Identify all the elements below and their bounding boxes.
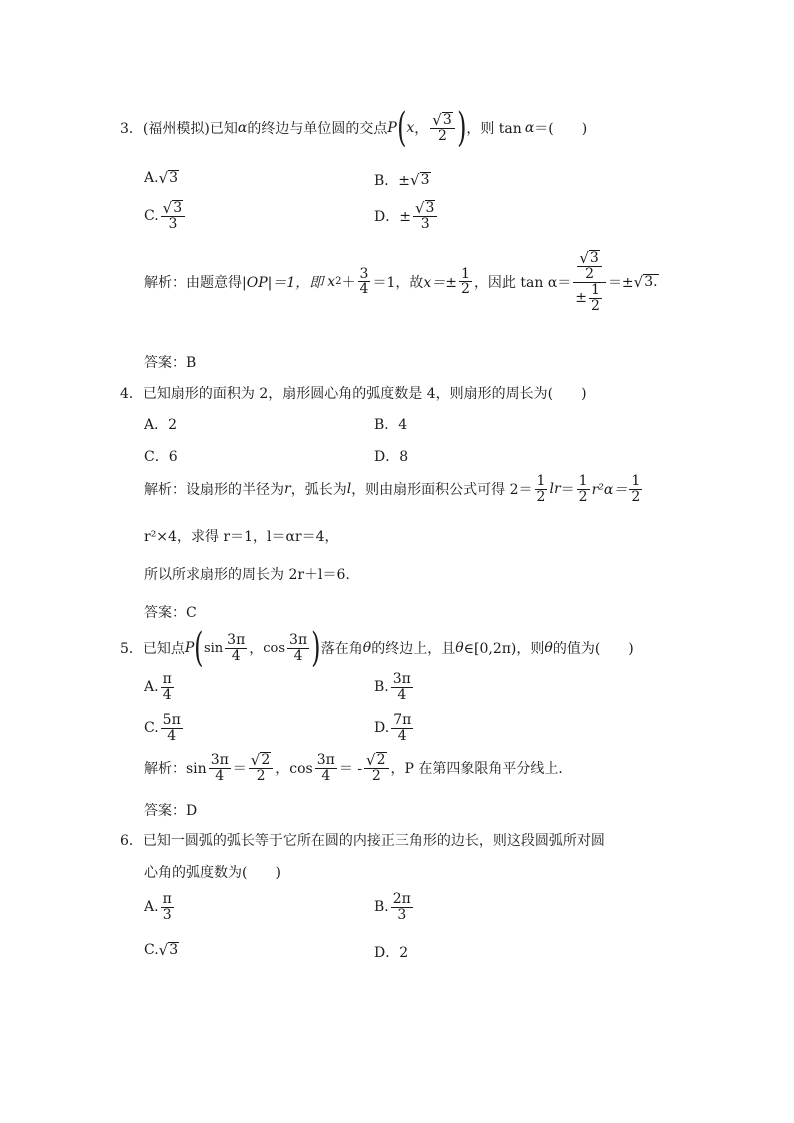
sqrt-icon: √ <box>158 940 169 959</box>
q3-tan-fraction: √ 3 2 ± $\frac{1}{2}$ <box>573 250 606 313</box>
q6-stem-line1: 6． 已知一圆弧的弧长等于它所在圆的内接正三角形的边长，则这段圆弧所对圆 <box>120 830 605 850</box>
q5-right-paren: ) <box>311 625 321 671</box>
q4-solution-line1: 解析：设扇形的半径为 r ，弧长为 l ，则由扇形面积公式可得 2＝ $\frac{1}{2}$ lr ＝ $\frac{1}{2}$ r²α＝ $\frac{1}{2}$ <box>144 473 641 505</box>
sqrt-icon: √ <box>579 248 589 267</box>
sqrt-icon: √ <box>410 170 420 189</box>
q3-alpha: α <box>237 120 248 136</box>
q4-number: 4． <box>120 386 143 402</box>
sqrt-icon: √ <box>414 198 425 217</box>
q5-answer: 答案：D <box>144 803 198 819</box>
q4-option-b: B．4 <box>374 417 408 433</box>
q6-option-a: A. $\frac{\pi}{3}$ <box>144 891 172 923</box>
q4-solution-line2: r²×4，求得 r＝1，l＝αr＝4， <box>144 529 339 545</box>
q3-option-d: D．± √ 3 3 <box>374 200 439 232</box>
sqrt-icon: √ <box>366 750 376 769</box>
q6-option-d: D．2 <box>374 945 409 961</box>
q5-option-b: B. $\frac{3\pi}{4}$ <box>374 671 411 703</box>
q6-option-c: C. √ 3 <box>144 940 179 959</box>
q3-stem-d: ＝( ) <box>534 121 588 137</box>
q3-x: x <box>406 120 415 136</box>
q3-point-p: P <box>387 120 397 136</box>
q5-number: 5． <box>120 641 143 657</box>
q4-option-a: A．2 <box>144 417 178 433</box>
q3-answer: 答案：B <box>144 355 197 371</box>
q3-option-a: A. √ 3 <box>144 168 179 187</box>
q4-stem: 4． 已知扇形的面积为 2，扇形圆心角的弧度数是 4，则扇形的周长为( ) <box>120 383 587 403</box>
q3-stem <box>120 105 588 151</box>
q3-left-paren: ( <box>396 105 407 151</box>
q6-option-b: B. $\frac{2\pi}{3}$ <box>374 891 411 923</box>
sqrt-icon: √ <box>250 750 261 769</box>
q6-number: 6． <box>120 833 143 849</box>
q5-option-d: D. $\frac{7\pi}{4}$ <box>374 712 412 744</box>
q4-option-d: D．8 <box>374 449 409 465</box>
q4-solution-line3: 所以所求扇形的周长为 2r＋l＝6. <box>144 567 350 583</box>
sqrt-icon: √ <box>432 110 442 129</box>
q3-comma: ， <box>414 121 429 137</box>
q3-stem-c: ，则 tan <box>466 121 522 137</box>
q3-stem-b: 的终边与单位圆的交点 <box>247 121 388 137</box>
q6-stem-line2: 心角的弧度数为( ) <box>144 865 281 881</box>
q4-answer: 答案：C <box>144 605 197 621</box>
q3-right-paren: ) <box>456 105 467 151</box>
q3-alpha-2: α <box>524 120 535 136</box>
q3-option-c: C. √ 3 3 <box>144 200 187 232</box>
q4-option-c: C．6 <box>144 449 178 465</box>
q5-option-c: C. $\frac{5\pi}{4}$ <box>144 712 181 744</box>
q5-solution: 解析：sin $\frac{3\pi}{4}$ ＝ √ 2 2 ，cos $\frac{3\pi}{4}$ ＝ - √ 2 2 ，P 在第四象限角平分线上． <box>144 750 573 785</box>
q5-stem: 5． 已知点 P ( sin $\frac{3\pi}{4}$ ， cos $\frac{3\pi}{4}$ ) 落在角 θ 的终边上，且 θ ∈[0,2π)，则 θ 的值为( ) <box>120 625 634 671</box>
q5-option-a: A. $\frac{\pi}{4}$ <box>144 671 172 703</box>
q3-point-y-fraction: √ 3 2 <box>430 112 454 144</box>
sqrt-icon: √ <box>633 272 644 291</box>
q3-option-b: B．± √ 3 <box>374 170 430 189</box>
q3-solution: 解析：由题意得 |OP|＝1，即 x 2 ＋ $\frac{3}{4}$ ＝1，故 x＝± $\frac{1}{2}$ ，因此 tan α＝ √ 3 2 ± $\frac{1}{2}$ ＝± √ 3. <box>144 248 658 314</box>
q5-left-paren: ( <box>194 625 204 671</box>
q3-stem-a: (福州模拟)已知 <box>142 121 238 137</box>
sqrt-icon: √ <box>158 168 169 187</box>
sqrt-icon: √ <box>162 198 173 217</box>
q3-number: 3． <box>120 121 143 137</box>
